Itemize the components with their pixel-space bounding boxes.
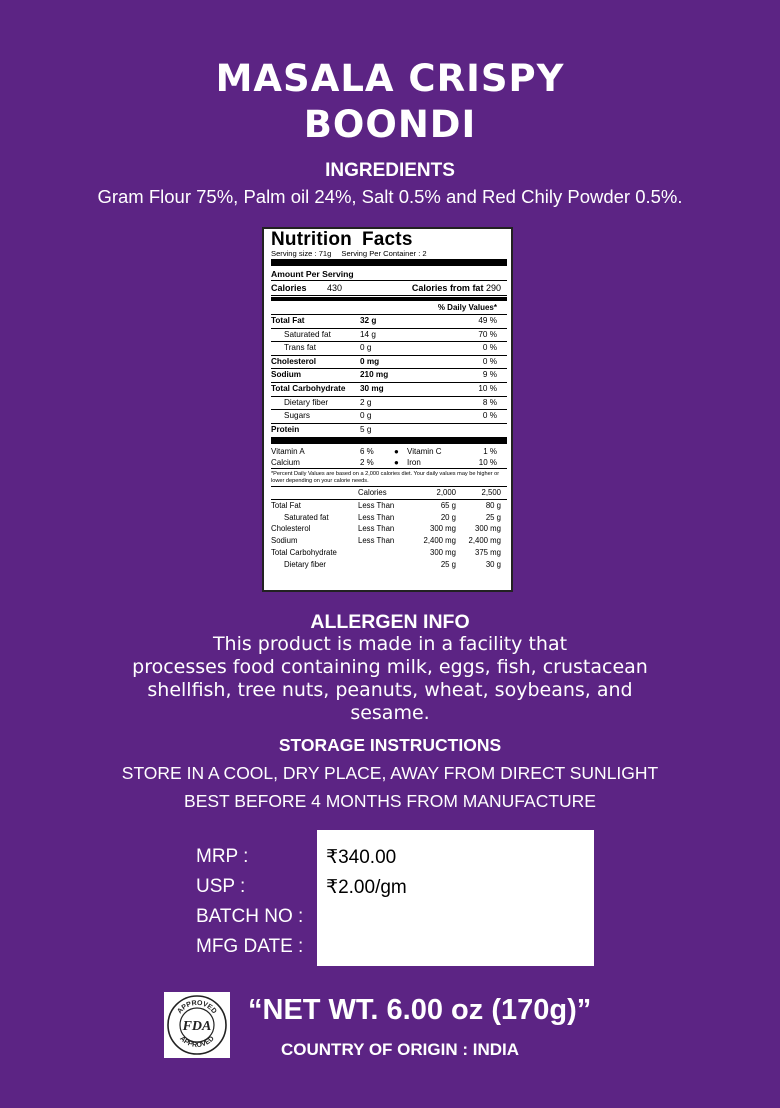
table-cell: 2,400 mg xyxy=(423,536,456,546)
calories-label: Calories xyxy=(271,283,307,293)
mrp-value: ₹340.00 xyxy=(326,847,397,868)
table-cell xyxy=(358,559,408,571)
table-cell: Saturated fat xyxy=(284,512,329,522)
table-cell: Sodium xyxy=(271,536,298,546)
country-of-origin: COUNTRY OF ORIGIN : INDIA xyxy=(281,1040,519,1059)
nutrient-dv: 0 % xyxy=(482,343,497,353)
allergen-heading: ALLERGEN INFO xyxy=(310,611,470,633)
calories-fat xyxy=(387,281,507,295)
table-cell: Total Carbohydrate xyxy=(271,547,337,557)
table-cell: Dietary fiber xyxy=(284,559,327,569)
nutrient-row xyxy=(271,356,507,370)
storage-heading: STORAGE INSTRUCTIONS xyxy=(278,735,502,755)
nutrient-amount: 0 g xyxy=(360,411,372,421)
divider xyxy=(271,259,507,266)
nutrient-row xyxy=(271,342,507,356)
product-title xyxy=(0,56,780,148)
calories-fat-value: 290 xyxy=(485,283,501,293)
nutrient-row xyxy=(271,329,507,343)
table-cell: Total Fat xyxy=(271,501,301,511)
allergen-text xyxy=(80,633,700,725)
table-row xyxy=(271,512,507,524)
ingredients-heading: INGREDIENTS xyxy=(325,160,455,181)
nutrient-amount: 2 g xyxy=(360,397,372,407)
nutrient-name: Saturated fat xyxy=(284,329,331,339)
table-cell: Less Than xyxy=(358,512,395,522)
daily-values-table xyxy=(271,487,507,570)
fda-bottom-text: APPROVED xyxy=(178,1035,216,1050)
fda-top-text: APPROVED xyxy=(176,999,218,1016)
vitamin-row xyxy=(271,446,507,457)
mfg-date-label: MFG DATE : xyxy=(196,936,304,957)
bullet-icon: ● xyxy=(394,447,399,457)
table-header-cell xyxy=(271,487,358,499)
nutrient-name: Total Carbohydrate xyxy=(271,383,346,393)
nutrient-name: Sodium xyxy=(271,370,302,380)
usp-value: ₹2.00/gm xyxy=(326,877,407,898)
amount-per-serving: Amount Per Serving xyxy=(271,268,507,281)
nutrient-dv: 9 % xyxy=(482,370,497,380)
serving-size: Serving size : 71g xyxy=(271,249,332,258)
nutrient-name: Total Fat xyxy=(271,316,305,325)
fda-center-text: FDA xyxy=(182,1019,212,1034)
table-row xyxy=(271,547,507,559)
nutrient-dv: 70 % xyxy=(478,329,497,339)
nutrient-amount: 0 mg xyxy=(360,356,380,366)
table-cell xyxy=(358,547,408,559)
vitamin-value: 1 % xyxy=(483,447,497,457)
nutrient-amount: 14 g xyxy=(360,329,376,339)
table-row xyxy=(271,500,507,512)
table-cell: Less Than xyxy=(358,501,395,511)
vitamin-row xyxy=(271,457,507,468)
table-cell: Cholesterol xyxy=(271,524,311,534)
table-row xyxy=(271,523,507,535)
nutrient-amount: 5 g xyxy=(360,424,372,434)
nutrient-name: Cholesterol xyxy=(271,356,317,366)
allergen-line: sesame. xyxy=(350,702,430,724)
ingredients-text: Gram Flour 75%, Palm oil 24%, Salt 0.5% and Red Chily Powder 0.5%. xyxy=(97,186,683,207)
table-cell: 80 g xyxy=(485,501,501,511)
nutrient-dv: 10 % xyxy=(478,383,497,393)
vitamin-name: Vitamin A xyxy=(271,447,305,457)
mrp-label: MRP : xyxy=(196,846,249,867)
vitamin-value: 6 % xyxy=(360,447,374,457)
allergen-line: shellfish, tree nuts, peanuts, wheat, soybeans, and xyxy=(147,679,633,701)
vitamin-name: Iron xyxy=(407,458,421,468)
vitamin-name: Calcium xyxy=(271,458,300,468)
table-cell: 300 mg xyxy=(429,524,456,534)
table-cell: 25 g xyxy=(440,559,456,569)
nutrient-dv: 8 % xyxy=(482,397,497,407)
table-row xyxy=(271,559,507,571)
nutrient-amount: 0 g xyxy=(360,343,372,353)
table-cell: 300 mg xyxy=(429,547,456,557)
table-cell: 20 g xyxy=(440,512,456,522)
fda-approved-badge xyxy=(164,992,230,1058)
table-cell: Less Than xyxy=(358,524,395,534)
fda-approved-icon xyxy=(164,992,230,1058)
nutrient-row xyxy=(271,369,507,383)
allergen-line: processes food containing milk, eggs, fish, crustacean xyxy=(132,656,648,678)
vitamin-value: 2 % xyxy=(360,458,374,468)
table-header-cell: Calories xyxy=(358,488,387,498)
nutrient-amount: 210 mg xyxy=(360,370,389,380)
vitamin-name: Vitamin C xyxy=(407,447,442,457)
table-row xyxy=(271,535,507,547)
table-cell: 25 g xyxy=(485,512,501,522)
storage-line: STORE IN A COOL, DRY PLACE, AWAY FROM DIRECT SUNLIGHT xyxy=(121,763,659,783)
nutrient-dv: 0 % xyxy=(482,411,497,421)
allergen-line: This product is made in a facility that xyxy=(212,633,568,655)
nutrient-name: Protein xyxy=(271,424,300,434)
nutrient-row xyxy=(271,424,507,437)
bullet-icon: ● xyxy=(394,458,399,468)
nf-title-a: Nutrition xyxy=(271,229,352,250)
nutrient-name: Trans fat xyxy=(284,343,317,353)
product-title-line1: MASALA CRISPY xyxy=(215,57,565,100)
daily-values-header: % Daily Values* xyxy=(271,302,507,315)
calories-row xyxy=(271,281,507,296)
nutrient-amount: 32 g xyxy=(360,316,377,325)
table-header-cell: 2,000 xyxy=(436,488,456,498)
table-cell: 65 g xyxy=(440,501,456,511)
nutrient-name: Sugars xyxy=(284,411,310,421)
divider xyxy=(271,297,507,301)
nutrient-row xyxy=(271,383,507,397)
nutrient-row xyxy=(271,315,507,329)
table-header-cell: 2,500 xyxy=(481,488,501,498)
table-cell: 30 g xyxy=(485,559,501,569)
table-cell: 2,400 mg xyxy=(468,536,501,546)
nutrient-amount: 30 mg xyxy=(360,383,384,393)
nutrition-facts-title xyxy=(271,231,507,249)
batch-label: BATCH NO : xyxy=(196,906,304,927)
serving-per-container: Serving Per Container : 2 xyxy=(341,249,427,258)
nutrient-name: Dietary fiber xyxy=(284,397,329,407)
table-cell: 375 mg xyxy=(474,547,501,557)
storage-line: BEST BEFORE 4 MONTHS FROM MANUFACTURE xyxy=(184,791,596,811)
nutrient-dv: 49 % xyxy=(478,316,497,325)
net-weight: “NET WT. 6.00 oz (170g)” xyxy=(248,994,592,1026)
calories-fat-label: Calories from fat xyxy=(411,283,484,293)
serving-info xyxy=(271,249,507,258)
vitamin-value: 10 % xyxy=(478,458,497,468)
calories-value: 430 xyxy=(327,283,343,293)
product-title-line2: BOONDI xyxy=(303,103,477,146)
usp-label: USP : xyxy=(196,876,246,897)
daily-values-footnote: *Percent Daily Values are based on a 2,000 calories diet. Your daily values may be higher or lower depending on your calorie needs. xyxy=(271,468,507,487)
divider xyxy=(271,437,507,444)
nutrition-facts-panel xyxy=(262,227,513,592)
nutrient-row xyxy=(271,410,507,424)
nutrient-dv: 0 % xyxy=(482,356,497,366)
table-cell: Less Than xyxy=(358,536,395,546)
nf-title-b: Facts xyxy=(361,229,413,250)
table-cell: 300 mg xyxy=(474,524,501,534)
nutrient-dv xyxy=(420,424,507,437)
nutrient-row xyxy=(271,397,507,411)
table-header xyxy=(271,487,507,500)
